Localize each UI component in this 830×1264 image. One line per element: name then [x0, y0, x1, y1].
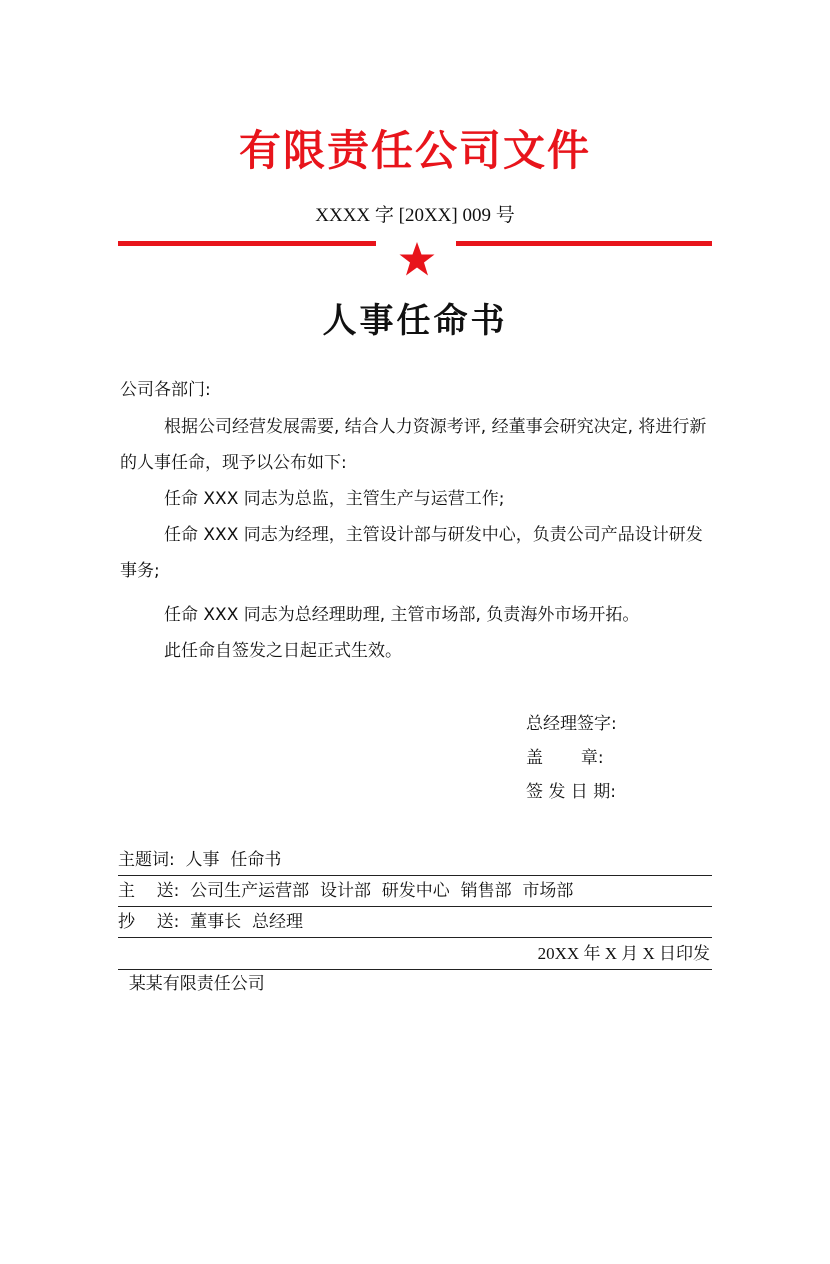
page-title: 人事任命书 [322, 301, 508, 341]
seal-label: 盖 章: [526, 748, 604, 768]
footer-cc: 抄 送: 董事长 总经理 [118, 907, 712, 938]
header-red-rule-right [456, 241, 712, 246]
footer-send-to: 主 送: 公司生产运营部 设计部 研发中心 销售部 市场部 [118, 876, 712, 907]
header-red-rule-left [118, 241, 376, 246]
paragraph-appointment-3: 任命 XXX 同志为总经理助理, 主管市场部, 负责海外市场开拓。 [164, 605, 640, 625]
paragraph-appointment-2: 任命 XXX 同志为经理，主管设计部与研发中心，负责公司产品设计研发事务; [120, 525, 703, 581]
gm-signature-label: 总经理签字: [526, 714, 617, 734]
issuer-name: 某某有限责任公司 [128, 974, 265, 994]
paragraph-appointment-1: 任命 XXX 同志为总监，主管生产与运营工作; [164, 489, 505, 509]
issue-date: 20XX 年 X 月 X 日印发 [537, 944, 710, 963]
paragraph-effective: 此任命自签发之日起正式生效。 [164, 641, 402, 661]
document-header-title: 有限责任公司文件 [238, 126, 591, 175]
issue-date-label: 签 发 日 期: [526, 782, 616, 802]
footer-issue-row [118, 939, 712, 994]
footer-keywords: 主题词: 人事 任命书 [118, 845, 712, 876]
salutation: 公司各部门: [120, 380, 211, 400]
document-number: XXXX 字 [20XX] 009 号 [315, 205, 515, 226]
watermark [319, 1016, 601, 1263]
paragraph-intro: 根据公司经营发展需要, 结合人力资源考评, 经董事会研究决定, 将进行新的人事任命，现予以公布如下: [120, 417, 707, 473]
star-icon [398, 240, 436, 278]
